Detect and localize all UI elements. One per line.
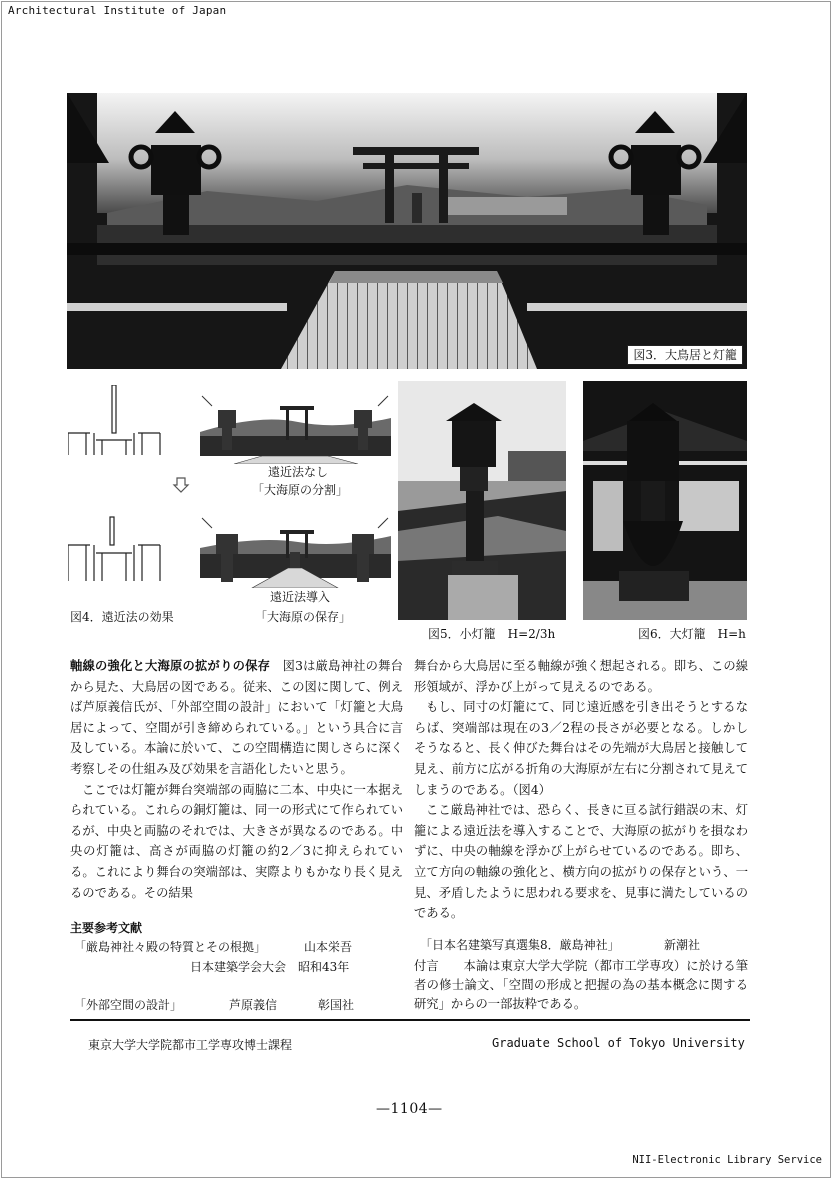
small-lantern-illustration [398, 381, 566, 620]
figure-3-photo [67, 93, 747, 369]
body-left-column [70, 656, 403, 903]
reference-3-title: 「日本名建築写真選集8．厳島神社」 [420, 938, 620, 952]
figure-4-elevation-diagrams [68, 385, 168, 585]
affiliation-japanese: 東京大学大学院都市工学専攻博士課程 [88, 1038, 293, 1052]
reference-1-author: 山本栄吾 [304, 940, 353, 954]
figure-4-label-with-perspective: 遠近法導入 [270, 590, 331, 604]
figure-4-sketch-no-perspective [198, 392, 393, 464]
reference-2-title: 「外部空間の設計」 [74, 998, 183, 1012]
torii-lantern-illustration [67, 93, 747, 369]
affiliation-english: Graduate School of Tokyo University [492, 1036, 745, 1050]
figure-3-caption: 図3．大鳥居と灯籠 [627, 345, 743, 365]
figure-6-photo [583, 381, 747, 620]
figure-6-caption: 図6．大灯籠 H=h [638, 627, 746, 641]
figure-4-label-no-perspective: 遠近法なし [268, 465, 329, 479]
author-note: 付言 本論は東京大学大学院（都市工学専攻）に於ける筆者の修士論文、「空間の形成と把握の為の基本概念に関する研究」からの一部抜粋である。 [414, 959, 748, 1011]
body-right-paragraph-3: ここ厳島神社では、恐らく、長きに亘る試行錯誤の末、灯籠による遠近法を導入することで、大海原の拡がりを損なわずに、中央の軸線を浮かび上がらせているのである。即ち、立て方向の軸線の強化と、横方向の拡がりの保存という、一見、矛盾したように思われる要求を、見事に満たしているのである。 [414, 803, 748, 921]
large-lantern-illustration [583, 381, 747, 620]
references-heading: 主要参考文献 [70, 921, 143, 935]
footer-rule [70, 1019, 750, 1021]
reference-1-publication: 日本建築学会大会 昭和43年 [190, 960, 350, 974]
figure-4-sketch-with-perspective [198, 512, 393, 588]
reference-2-publisher: 彰国社 [318, 998, 355, 1012]
figure-4-caption: 図4．遠近法の効果 [70, 610, 174, 624]
reference-1-title: 「厳島神社々殿の特質とその根拠」 [74, 940, 267, 954]
figure-5-photo [398, 381, 566, 620]
section-heading: 軸線の強化と大海原の拡がりの保存 [70, 658, 271, 673]
body-left-paragraph-2: ここでは灯籠が舞台突端部の両脇に二本、中央に一本据えられている。これらの銅灯籠は、同一の形式にて作られているが、中央と両脇のそれでは、大きさが異なるのである。中央の灯籠は、高さが両脇の灯籠の約2／3に抑えられている。これにより舞台の突端部は、実際よりもかなり長く見えるのである。その結果 [70, 782, 403, 900]
figure-4-label-preserved-sea: 「大海原の保存」 [255, 610, 352, 624]
arrow-down-icon [172, 476, 190, 494]
page-number: —1104— [376, 1101, 443, 1117]
body-left-paragraph-1: 図3は厳島神社の舞台から見た、大鳥居の図である。従来、この図に関して、例えば芦原義信氏が、「外部空間の設計」において「灯籠と大鳥居によって、空間が引き締められている。」という具合に言及している。本論に於いて、この空間構造に関しさらに深く考察しその仕組み及び効果を言語化したいと思う。 [70, 659, 403, 776]
body-right-paragraph-1: 舞台から大鳥居に至る軸線が強く想起される。即ち、この線形領域が、浮かび上がって見えるのである。 [414, 659, 748, 694]
figure-5-caption: 図5．小灯籠 H=2/3h [428, 627, 556, 641]
footer-service: NII-Electronic Library Service [632, 1154, 822, 1166]
body-right-column [414, 656, 748, 924]
figure-4-label-divided-sea: 「大海原の分割」 [252, 483, 349, 497]
reference-3-publisher: 新潮社 [664, 938, 701, 952]
body-right-paragraph-2: もし、同寸の灯籠にて、同じ遠近感を引き出そうとするならば、突端部は現在の3／2程の長さが必要となる。しかしそうなると、長く伸びた舞台はその先端が大鳥居と接触して見え、前方に広がる折角の大海原が左右に分割されて見えてしまうのである。（図4） [414, 700, 748, 797]
header-institute: Architectural Institute of Japan [8, 4, 227, 17]
reference-2-author: 芦原義信 [229, 998, 278, 1012]
